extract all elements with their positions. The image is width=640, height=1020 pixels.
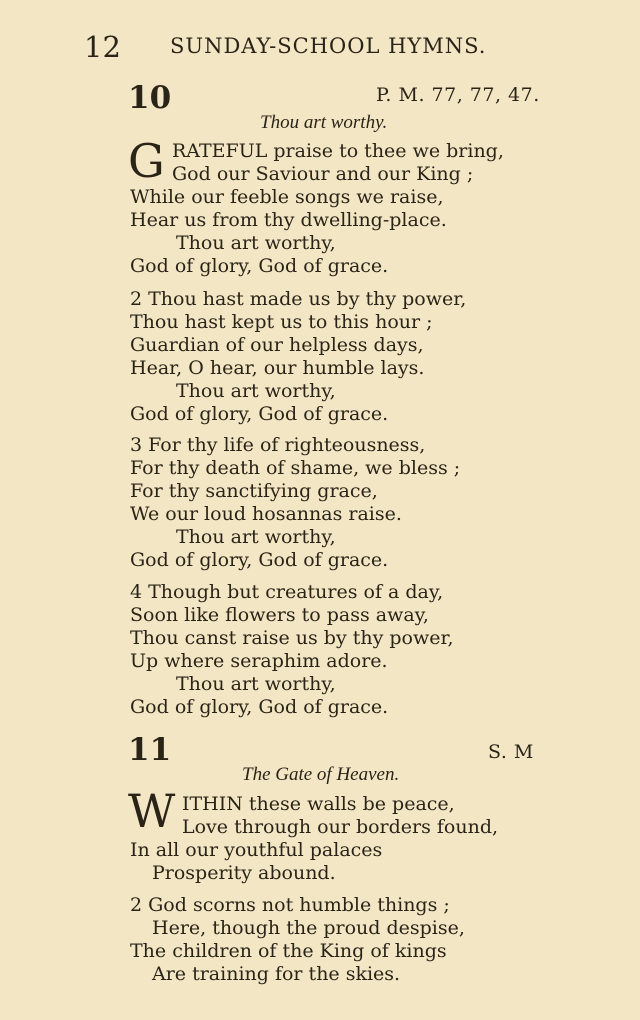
refrain-line: Thou art worthy, [176,380,336,402]
page-number: 12 [84,30,121,64]
verse-line: Soon like flowers to pass away, [130,604,429,626]
verse-line: In all our youthful palaces [130,839,383,861]
refrain-line: God of glory, God of grace. [130,403,389,425]
verse-line: While our feeble songs we raise, [130,186,444,208]
hymn-title: The Gate of Heaven. [242,764,400,785]
verse-line: God our Saviour and our King ; [172,163,474,185]
hymn-title: Thou art worthy. [260,112,388,133]
refrain-line: Thou art worthy, [176,232,336,254]
running-head [0,30,640,64]
drop-cap: W [128,784,176,838]
verse-line: We our loud hosannas raise. [130,503,402,525]
verse-line: Hear us from thy dwelling-place. [130,209,447,231]
verse-line: Up where seraphim adore. [130,650,388,672]
verse-line: ITHIN these walls be peace, [182,793,455,815]
verse-line: Are training for the skies. [152,963,401,985]
verse-line: The children of the King of kings [130,940,447,962]
refrain-line: God of glory, God of grace. [130,696,389,718]
hymn-number: 10 [128,80,172,116]
running-title: SUNDAY-SCHOOL HYMNS. [170,34,487,58]
verse-line: 2 Thou hast made us by thy power, [130,288,467,310]
verse-line: Thou hast kept us to this hour ; [130,311,433,333]
hymn-meter: S. M [488,741,534,763]
hymn-meter: P. M. 77, 77, 47. [376,84,540,106]
verse-line: RATEFUL praise to thee we bring, [172,140,504,162]
refrain-line: God of glory, God of grace. [130,255,389,277]
verse-line: Guardian of our helpless days, [130,334,424,356]
verse-line: 3 For thy life of righteousness, [130,434,426,456]
drop-cap: G [128,134,165,188]
verse-line: 2 God scorns not humble things ; [130,894,450,916]
verse-line: Love through our borders found, [182,816,499,838]
verse-line: Hear, O hear, our humble lays. [130,357,425,379]
verse-line: Prosperity abound. [152,862,336,884]
hymn-number: 11 [128,732,172,768]
refrain-line: Thou art worthy, [176,526,336,548]
verse-line: For thy death of shame, we bless ; [130,457,461,479]
refrain-line: God of glory, God of grace. [130,549,389,571]
verse-line: Here, though the proud despise, [152,917,465,939]
verse-line: Thou canst raise us by thy power, [130,627,454,649]
verse-line: For thy sanctifying grace, [130,480,378,502]
refrain-line: Thou art worthy, [176,673,336,695]
verse-line: 4 Though but creatures of a day, [130,581,444,603]
